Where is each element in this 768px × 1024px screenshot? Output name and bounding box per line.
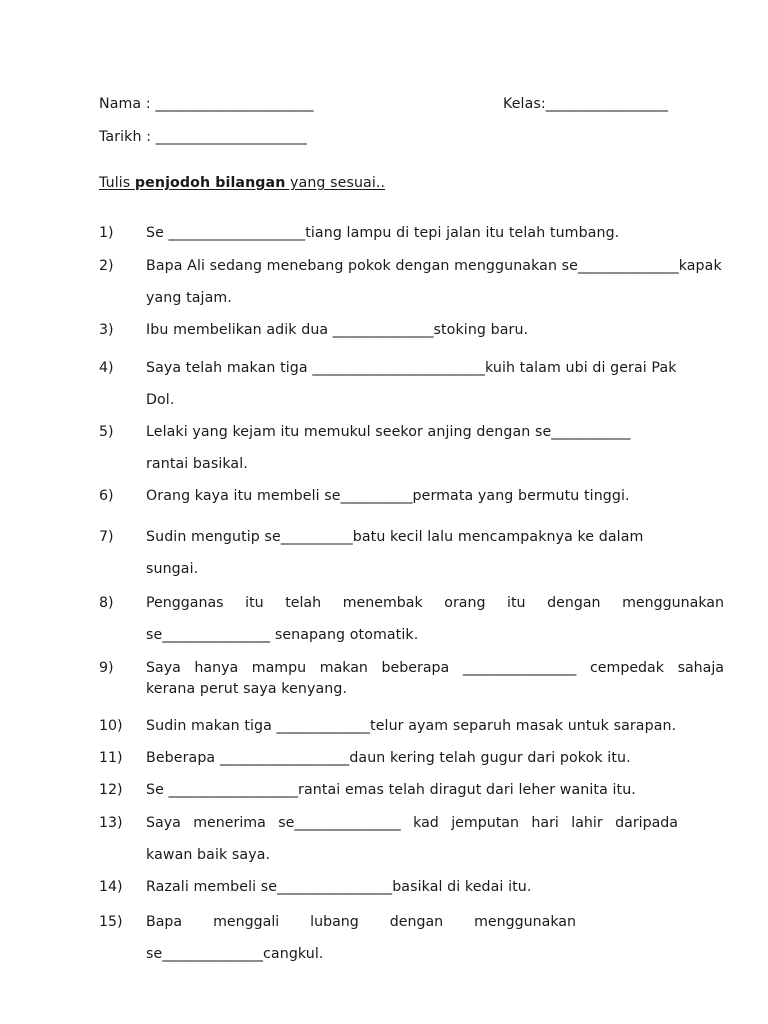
instruction-bold: penjodoh bilangan bbox=[134, 175, 286, 191]
question-number: 3) bbox=[99, 322, 114, 338]
question-text: Pengganas itu telah menembak orang itu dengan menggunakan bbox=[146, 595, 724, 611]
question-number: 12) bbox=[99, 782, 123, 798]
question-number: 9) bbox=[99, 660, 114, 676]
question-text-cont: kerana perut saya kenyang. bbox=[146, 681, 348, 697]
instruction-suffix: yang sesuai.. bbox=[285, 175, 386, 191]
question-text: Razali membeli se________________basikal di kedai itu. bbox=[146, 879, 532, 895]
question-text: Saya menerima se_______________ kad jemputan hari lahir daripada bbox=[146, 815, 678, 831]
question-number: 1) bbox=[99, 225, 114, 241]
question-text: Bapa menggali lubang dengan menggunakan bbox=[146, 914, 576, 930]
question-text-cont: yang tajam. bbox=[146, 290, 232, 306]
question-text: Orang kaya itu membeli se__________permata yang bermutu tinggi. bbox=[146, 488, 630, 504]
question-text: Bapa Ali sedang menebang pokok dengan menggunakan se______________kapak bbox=[146, 258, 722, 274]
question-text: Beberapa __________________daun kering telah gugur dari pokok itu. bbox=[146, 750, 631, 766]
question-number: 13) bbox=[99, 815, 123, 831]
question-number: 7) bbox=[99, 529, 114, 545]
question-number: 10) bbox=[99, 718, 123, 734]
nama-field-label: Nama : ______________________ bbox=[99, 96, 314, 112]
instruction-prefix: Tulis bbox=[99, 175, 135, 191]
question-text-cont: sungai. bbox=[146, 561, 199, 577]
question-number: 11) bbox=[99, 750, 123, 766]
question-text-cont: se______________cangkul. bbox=[146, 946, 324, 962]
question-text: Saya hanya mampu makan beberapa ________________ cempedak sahaja bbox=[146, 660, 724, 676]
kelas-field-label: Kelas:_________________ bbox=[503, 96, 669, 112]
question-number: 5) bbox=[99, 424, 114, 440]
question-number: 2) bbox=[99, 258, 114, 274]
tarikh-field-label: Tarikh : _____________________ bbox=[99, 129, 307, 145]
question-text-cont: kawan baik saya. bbox=[146, 847, 271, 863]
question-text: Ibu membelikan adik dua ______________stoking baru. bbox=[146, 322, 529, 338]
question-number: 8) bbox=[99, 595, 114, 611]
instruction bbox=[99, 174, 385, 192]
question-number: 14) bbox=[99, 879, 123, 895]
question-text-cont: se_______________ senapang otomatik. bbox=[146, 627, 419, 643]
question-text: Se ___________________tiang lampu di tepi jalan itu telah tumbang. bbox=[146, 225, 620, 241]
question-text: Saya telah makan tiga ________________________kuih talam ubi di gerai Pak bbox=[146, 360, 677, 376]
question-text: Lelaki yang kejam itu memukul seekor anjing dengan se___________ bbox=[146, 424, 631, 440]
question-text-cont: Dol. bbox=[146, 392, 175, 408]
question-number: 4) bbox=[99, 360, 114, 376]
question-text: Sudin makan tiga _____________telur ayam separuh masak untuk sarapan. bbox=[146, 718, 677, 734]
question-text-cont: rantai basikal. bbox=[146, 456, 248, 472]
question-text: Se __________________rantai emas telah diragut dari leher wanita itu. bbox=[146, 782, 636, 798]
question-text: Sudin mengutip se__________batu kecil lalu mencampaknya ke dalam bbox=[146, 529, 644, 545]
question-number: 6) bbox=[99, 488, 114, 504]
question-number: 15) bbox=[99, 914, 123, 930]
